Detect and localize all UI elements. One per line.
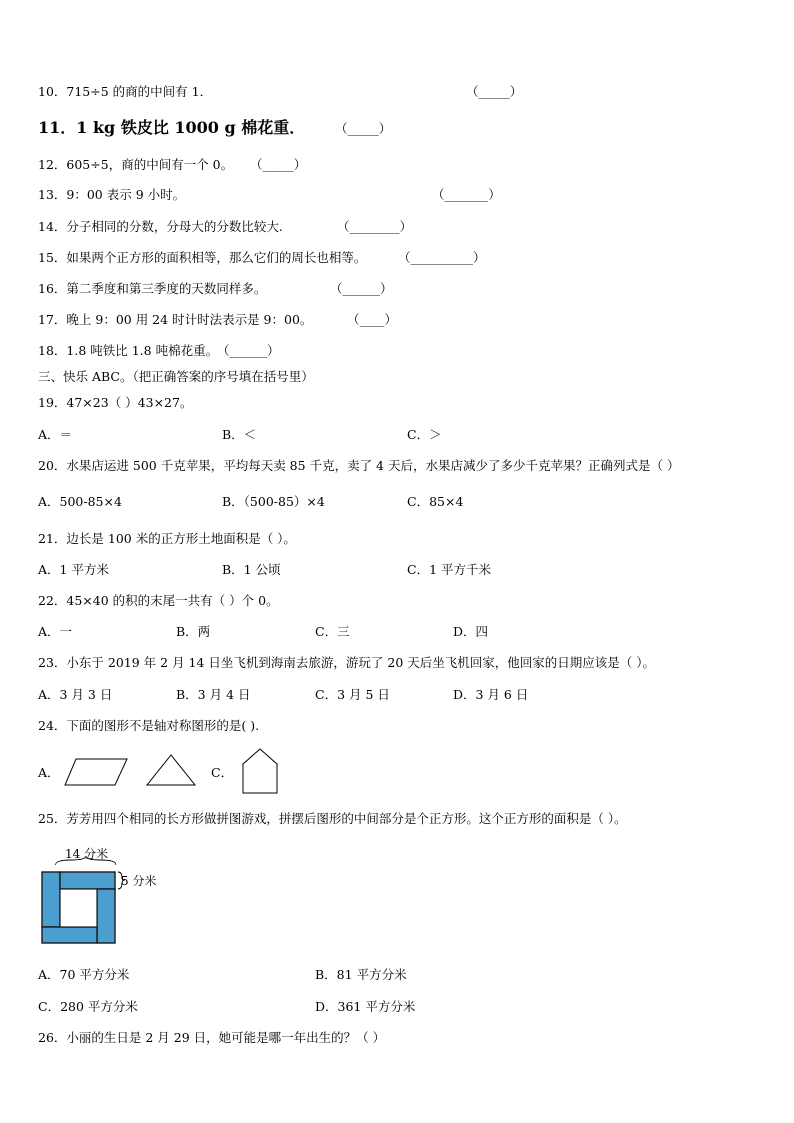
- figure-label-5dm: 5 分米: [121, 874, 157, 888]
- question-23: 23．小东于 2019 年 2 月 14 日坐飞机到海南去旅游，游玩了 20 天后坐飞机回家，他回家的日期应该是（ ）。: [38, 655, 655, 670]
- option-24-a[interactable]: A．: [38, 765, 60, 780]
- option-23-b[interactable]: B．3 月 4 日: [176, 687, 251, 702]
- question-text: 12．605÷5，商的中间有一个 0。: [38, 157, 234, 172]
- question-14: [38, 219, 283, 235]
- question-text: 18．1.8 吨铁比 1.8 吨棉花重。: [38, 343, 219, 358]
- answer-blank-14[interactable]: （________）: [337, 219, 413, 234]
- option-25-c[interactable]: C．280 平方分米: [38, 999, 138, 1014]
- answer-blank-18[interactable]: （______）: [217, 343, 280, 358]
- question-text: 11．1 kg 铁皮比 1000 g 棉花重．: [38, 118, 306, 137]
- option-19-b[interactable]: B．＜: [222, 427, 257, 442]
- parallelogram-shape[interactable]: [64, 758, 128, 786]
- question-24: 24．下面的图形不是轴对称图形的是( ).: [38, 718, 260, 733]
- question-21: 21．边长是 100 米的正方形土地面积是（ ）。: [38, 531, 296, 546]
- option-22-c[interactable]: C．三: [315, 624, 350, 639]
- question-17: [38, 312, 312, 328]
- answer-blank-16[interactable]: （______）: [330, 281, 393, 296]
- rectangle-bottom: [42, 927, 97, 943]
- answer-blank-12[interactable]: （_____）: [250, 157, 307, 172]
- option-21-b[interactable]: B．1 公顷: [222, 562, 281, 577]
- pentagon-house-shape[interactable]: [242, 748, 278, 794]
- rectangle-right: [97, 889, 115, 943]
- question-11: [38, 117, 305, 139]
- question-10: [38, 84, 212, 100]
- option-22-b[interactable]: B．两: [176, 624, 211, 639]
- rectangle-top: [60, 872, 115, 889]
- option-20-a[interactable]: A．500-85×4: [38, 494, 122, 509]
- answer-blank-17[interactable]: （____）: [347, 312, 398, 327]
- question-22: 22．45×40 的积的末尾一共有（ ）个 0。: [38, 593, 279, 608]
- option-20-b[interactable]: B．（500-85）×4: [222, 494, 325, 509]
- option-23-c[interactable]: C．3 月 5 日: [315, 687, 390, 702]
- question-20: 20．水果店运进 500 千克苹果，平均每天卖 85 千克，卖了 4 天后，水果店减少了多少千克苹果？正确列式是（ ）: [38, 458, 680, 473]
- option-25-b[interactable]: B．81 平方分米: [315, 967, 407, 982]
- question-26: 26．小丽的生日是 2 月 29 日，她可能是哪一年出生的？（ ）: [38, 1030, 386, 1045]
- option-21-a[interactable]: A．1 平方米: [38, 562, 109, 577]
- option-25-a[interactable]: A．70 平方分米: [38, 967, 130, 982]
- question-text: 13．9：00 表示 9 小时。: [38, 187, 186, 202]
- option-19-c[interactable]: C．＞: [407, 427, 442, 442]
- option-21-c[interactable]: C．1 平方千米: [407, 562, 491, 577]
- option-24-c[interactable]: C．: [211, 765, 234, 780]
- question-25: 25．芳芳用四个相同的长方形做拼图游戏，拼摆后图形的中间部分是个正方形。这个正方形的面积是（ ）。: [38, 811, 627, 826]
- figure-label-14dm: 14 分米: [65, 847, 109, 861]
- option-22-a[interactable]: A．一: [38, 624, 73, 639]
- question-text: 14．分子相同的分数，分母大的分数比较大.: [38, 219, 283, 234]
- answer-blank-10[interactable]: （_____）: [466, 84, 523, 99]
- option-23-d[interactable]: D．3 月 6 日: [453, 687, 529, 702]
- question-18: [38, 343, 218, 359]
- option-23-a[interactable]: A．3 月 3 日: [38, 687, 113, 702]
- question-text: 15．如果两个正方形的面积相等，那么它们的周长也相等。: [38, 250, 367, 265]
- question-16: [38, 281, 266, 297]
- option-25-d[interactable]: D．361 平方分米: [315, 999, 416, 1014]
- answer-blank-11[interactable]: （_____）: [335, 121, 392, 136]
- option-20-c[interactable]: C．85×4: [407, 494, 464, 509]
- section-heading: 三、快乐 ABC。（把正确答案的序号填在括号里）: [38, 369, 314, 384]
- answer-blank-15[interactable]: （__________）: [398, 250, 486, 265]
- rectangle-left: [42, 872, 60, 927]
- question-13: [38, 187, 185, 203]
- question-19: 19．47×23（ ）43×27。: [38, 395, 193, 410]
- answer-blank-13[interactable]: （_______）: [432, 187, 501, 202]
- question-text: 16．第二季度和第三季度的天数同样多。: [38, 281, 267, 296]
- option-19-a[interactable]: A．＝: [38, 427, 73, 442]
- question-12: [38, 157, 233, 173]
- center-square: [60, 889, 97, 927]
- question-text: 17．晚上 9：00 用 24 时计时法表示是 9：00。: [38, 312, 313, 327]
- option-22-d[interactable]: D．四: [453, 624, 489, 639]
- question-text: 10．715÷5 的商的中间有 1．: [38, 84, 213, 99]
- pinwheel-figure: [38, 856, 124, 946]
- triangle-shape[interactable]: [146, 754, 196, 786]
- question-15: [38, 250, 366, 266]
